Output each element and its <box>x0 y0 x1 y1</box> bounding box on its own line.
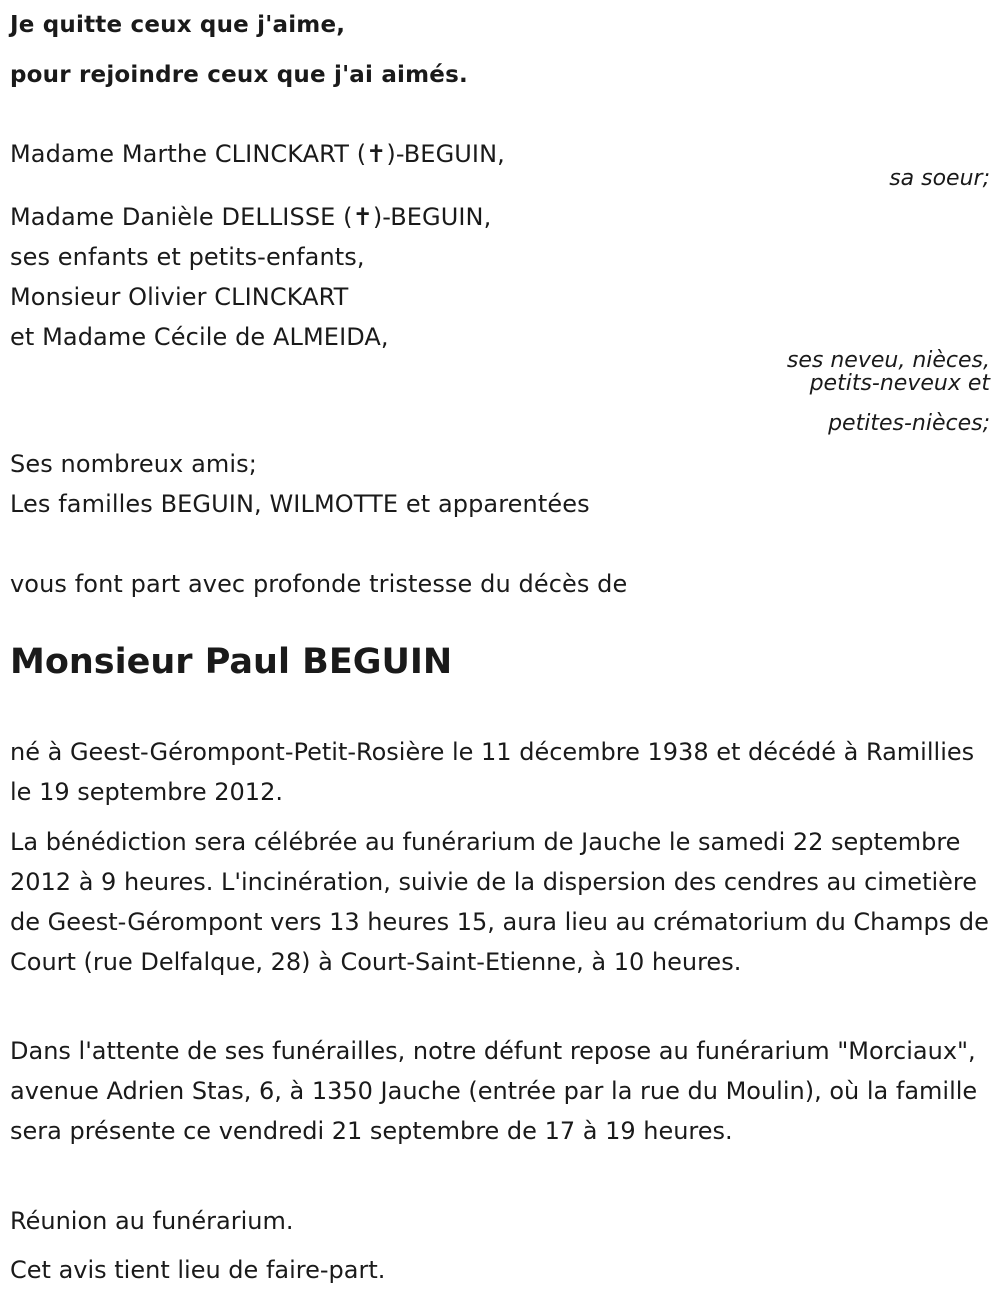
mourner-line: Ses nombreux amis; <box>10 450 257 478</box>
mourner-line: Les familles BEGUIN, WILMOTTE et apparentées <box>10 490 590 518</box>
relationship-label: petites-nièces; <box>828 411 990 436</box>
announcement: vous font part avec profonde tristesse du décès de <box>10 570 628 598</box>
epigraph-line-2: pour rejoindre ceux que j'ai aimés. <box>10 62 468 88</box>
mourner-line: Madame Marthe CLINCKART (✝)-BEGUIN, <box>10 140 505 168</box>
mourner-line: Madame Danièle DELLISSE (✝)-BEGUIN, <box>10 203 492 231</box>
deceased-name: Monsieur Paul BEGUIN <box>10 642 453 682</box>
relationship-label: sa soeur; <box>889 166 990 191</box>
visitation-paragraph: Dans l'attente de ses funérailles, notre défunt repose au funérarium "Morciaux", avenue Adrien Stas, 6, à 1350 Jauche (entrée par la rue du Moulin), où la famille sera présente ce vendredi 21 septembre de 17 à 19 heures. <box>10 1037 978 1145</box>
notice-paragraph: Cet avis tient lieu de faire-part. <box>10 1256 386 1284</box>
epigraph-line-1: Je quitte ceux que j'aime, <box>10 12 346 38</box>
reception-paragraph: Réunion au funérarium. <box>10 1207 294 1235</box>
birth-death-paragraph: né à Geest-Gérompont-Petit-Rosière le 11 décembre 1938 et décédé à Ramillies le 19 septembre 2012. <box>10 738 975 806</box>
mourner-line: et Madame Cécile de ALMEIDA, <box>10 323 389 351</box>
mourner-line: Monsieur Olivier CLINCKART <box>10 283 349 311</box>
relationship-label: ses neveu, nièces, <box>786 348 990 373</box>
mourner-line: ses enfants et petits-enfants, <box>10 243 365 271</box>
relationship-label: petits-neveux et <box>809 371 990 396</box>
ceremony-paragraph: La bénédiction sera célébrée au funérarium de Jauche le samedi 22 septembre 2012 à 9 heures. L'incinération, suivie de la dispersion des cendres au cimetière de Geest-Gérompont vers 13 heures 15, aura lieu au crématorium du Champs de Court (rue Delfalque, 28) à Court-Saint-Etienne, à 10 heures. <box>10 828 989 976</box>
